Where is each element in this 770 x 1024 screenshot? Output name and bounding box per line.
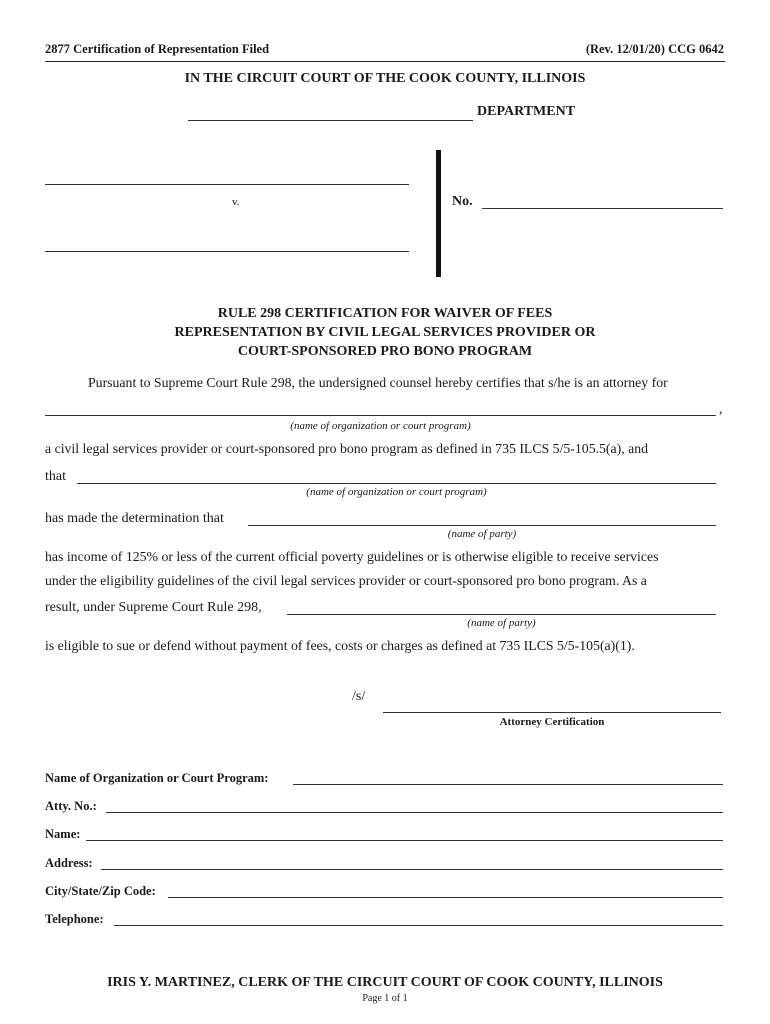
plaintiff-field[interactable] <box>45 184 409 185</box>
header-rule <box>45 61 725 62</box>
atty-no-label: Atty. No.: <box>45 799 97 813</box>
org-program-label: Name of Organization or Court Program: <box>45 771 269 785</box>
income-line-1: has income of 125% or less of the current official poverty guidelines or is otherwise eligible to receive services <box>45 549 659 564</box>
org-hint-1: (name of organization or court program) <box>290 420 471 432</box>
signature-field[interactable] <box>383 712 721 713</box>
case-number-field[interactable] <box>482 208 723 209</box>
name-field[interactable] <box>86 840 723 841</box>
party-hint-1: (name of party) <box>447 528 517 540</box>
caption-divider <box>436 150 441 277</box>
telephone-label: Telephone: <box>45 912 104 926</box>
party-field-1[interactable] <box>248 525 716 526</box>
heading-line-2: REPRESENTATION BY CIVIL LEGAL SERVICES PROVIDER OR <box>174 325 596 340</box>
comma: , <box>719 402 723 417</box>
form-title: 2877 Certification of Representation Filed <box>45 42 270 56</box>
page-number: Page 1 of 1 <box>362 993 408 1004</box>
versus-label: v. <box>232 196 240 208</box>
revision-code: (Rev. 12/01/20) CCG 0642 <box>585 42 724 56</box>
income-line-2: under the eligibility guidelines of the civil legal services provider or court-sponsored pro bono program. As a <box>45 573 647 588</box>
address-field[interactable] <box>101 869 723 870</box>
organization-field-1[interactable] <box>45 415 716 416</box>
determination-label: has made the determination that <box>45 511 224 526</box>
department-field[interactable] <box>188 120 473 121</box>
case-no-label: No. <box>452 194 473 209</box>
clerk-footer: IRIS Y. MARTINEZ, CLERK OF THE CIRCUIT COURT OF COOK COUNTY, ILLINOIS <box>107 975 663 990</box>
city-state-zip-label: City/State/Zip Code: <box>45 884 156 898</box>
intro-text: Pursuant to Supreme Court Rule 298, the undersigned counsel hereby certifies that s/he is an attorney for <box>88 375 668 390</box>
that-label: that <box>45 469 66 484</box>
atty-no-field[interactable] <box>106 812 723 813</box>
telephone-field[interactable] <box>114 925 723 926</box>
signature-caption: Attorney Certification <box>499 716 605 728</box>
org-hint-2: (name of organization or court program) <box>306 486 487 498</box>
heading-line-3: COURT-SPONSORED PRO BONO PROGRAM <box>237 344 533 359</box>
organization-field-2[interactable] <box>77 483 716 484</box>
org-program-field[interactable] <box>293 784 723 785</box>
department-label: DEPARTMENT <box>477 104 576 119</box>
city-state-zip-field[interactable] <box>168 897 723 898</box>
court-title: IN THE CIRCUIT COURT OF THE COOK COUNTY, ILLINOIS <box>184 71 586 86</box>
name-label: Name: <box>45 827 81 841</box>
heading-line-1: RULE 298 CERTIFICATION FOR WAIVER OF FEES <box>217 306 553 321</box>
signature-slash-s: /s/ <box>352 689 366 704</box>
party-field-2[interactable] <box>287 614 716 615</box>
result-label: result, under Supreme Court Rule 298, <box>45 600 262 615</box>
eligible-text: is eligible to sue or defend without payment of fees, costs or charges as defined at 735 ILCS 5/5-105(a)(1). <box>45 638 635 653</box>
party-hint-2: (name of party) <box>467 617 536 629</box>
defendant-field[interactable] <box>45 251 409 252</box>
provider-text: a civil legal services provider or court-sponsored pro bono program as defined in 735 ILCS 5/5-105.5(a), and <box>45 441 649 456</box>
address-label: Address: <box>45 856 93 870</box>
